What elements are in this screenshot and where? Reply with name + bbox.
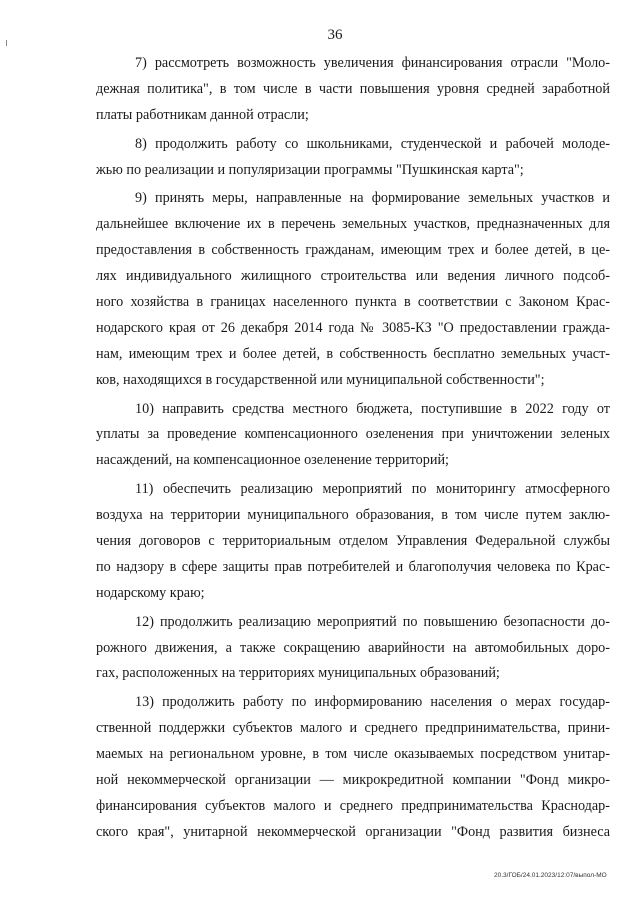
text-line: предоставления в собственность гражданам, имеющим трех и более детей, в це- bbox=[96, 242, 610, 259]
text-line: нам, имеющим трех и более детей, в собственность бесплатно земельных участ- bbox=[96, 345, 610, 362]
text-line: воздуха на территории муниципального образования, в том числе путем заклю- bbox=[96, 507, 610, 524]
paragraph bbox=[96, 610, 610, 688]
text-line: ственной поддержки субъектов малого и среднего предпринимательства, прини- bbox=[96, 720, 610, 737]
document-body bbox=[96, 51, 610, 846]
text-line: чения договоров с территориальным отделом Управления Федеральной службы bbox=[96, 533, 610, 550]
text-line: платы работникам данной отрасли; bbox=[96, 106, 309, 123]
paragraph bbox=[96, 477, 610, 606]
text-line: нодарскому краю; bbox=[96, 584, 205, 601]
text-line: ного хозяйства в границах населенного пункта в соответствии с Законом Крас- bbox=[96, 294, 610, 311]
text-line: гах, расположенных на территориях муниципальных образований; bbox=[96, 665, 500, 682]
paragraph bbox=[96, 132, 610, 184]
text-line: дальнейшее включение их в перечень земельных участков, предназначенных для bbox=[96, 216, 610, 233]
text-line: 7) рассмотреть возможность увеличения финансирования отрасли "Моло- bbox=[135, 55, 610, 71]
text-line: ной некоммерческой организации — микрокредитной компании "Фонд микро- bbox=[96, 772, 610, 789]
text-line: маемых на региональном уровне, в том числе оказываемых посредством унитар- bbox=[96, 746, 610, 763]
page-number: 36 bbox=[327, 27, 343, 43]
footer-registration-code: 20.3/ГОБ/24.01.2023/12:07/выпол-МО bbox=[494, 872, 607, 879]
text-line: лях индивидуального жилищного строительства или ведения личного подсоб- bbox=[96, 268, 610, 285]
text-line: нодарского края от 26 декабря 2014 года № 3085-КЗ "О предоставлении гражда- bbox=[96, 319, 610, 336]
text-line: насаждений, на компенсационное озеленение территорий; bbox=[96, 452, 449, 469]
paragraph bbox=[96, 186, 610, 393]
text-line: ского края", унитарной некоммерческой организации "Фонд развития бизнеса bbox=[96, 823, 610, 840]
text-line: 8) продолжить работу со школьниками, студенческой и рабочей молоде- bbox=[135, 135, 610, 152]
text-line: 10) направить средства местного бюджета, поступившие в 2022 году от bbox=[135, 400, 610, 417]
text-line: уплаты за проведение компенсационного озеленения при уничтожении зеленых bbox=[96, 426, 610, 443]
text-line: дежная политика", в том числе в части повышения уровня средней заработной bbox=[96, 80, 610, 97]
paragraph bbox=[96, 397, 610, 475]
text-line: 11) обеспечить реализацию мероприятий по мониторингу атмосферного bbox=[135, 481, 610, 498]
text-line: 9) принять меры, направленные на формирование земельных участков и bbox=[135, 190, 610, 207]
text-line: рожного движения, а также сокращению аварийности на автомобильных доро- bbox=[96, 639, 610, 656]
text-line: 13) продолжить работу по информированию населения о мерах государ- bbox=[135, 694, 610, 711]
text-line: финансирования субъектов малого и среднего предпринимательства Краснодар- bbox=[96, 797, 610, 814]
text-line: по надзору в сфере защиты прав потребителей и благополучия человека по Крас- bbox=[96, 558, 610, 575]
text-line: 12) продолжить реализацию мероприятий по повышению безопасности до- bbox=[135, 613, 610, 630]
paragraph bbox=[96, 51, 610, 129]
text-line: ков, находящихся в государственной или муниципальной собственности"; bbox=[96, 371, 545, 388]
text-line: жью по реализации и популяризации программы "Пушкинская карта"; bbox=[96, 161, 524, 178]
paragraph bbox=[96, 690, 610, 845]
